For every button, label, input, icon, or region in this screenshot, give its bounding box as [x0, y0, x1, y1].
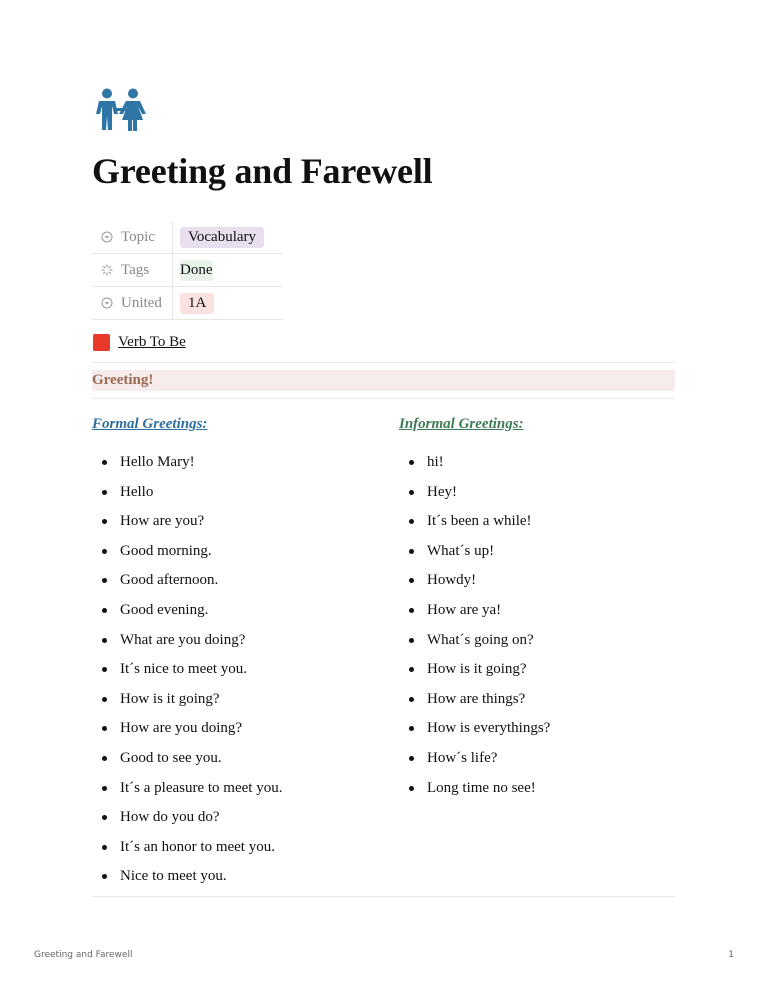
verb-to-be-link[interactable]: Verb To Be: [118, 334, 186, 350]
property-row-topic[interactable]: [92, 221, 283, 254]
list-item: How is it going?: [92, 689, 362, 719]
list-item: How is it going?: [399, 659, 669, 689]
divider: [92, 398, 675, 399]
select-icon: [101, 297, 113, 309]
property-name: Tags: [121, 261, 150, 278]
informal-greetings-column: [399, 414, 669, 807]
formal-greetings-list: [92, 452, 362, 896]
people-holding-hands-icon: [93, 88, 149, 132]
formal-greetings-heading: Formal Greetings:: [92, 416, 208, 432]
list-item: What are you doing?: [92, 630, 362, 660]
property-row-united[interactable]: [92, 287, 283, 320]
property-name: United: [121, 294, 162, 311]
list-item: Good to see you.: [92, 748, 362, 778]
topic-value-pill[interactable]: Vocabulary: [180, 227, 264, 248]
properties-table: [92, 221, 283, 320]
list-item: Hello Mary!: [92, 452, 362, 482]
greeting-callout: Greeting!: [92, 370, 675, 391]
page-link[interactable]: [93, 334, 186, 351]
red-square-icon: [93, 334, 110, 351]
list-item: Nice to meet you.: [92, 866, 362, 896]
page-title: Greeting and Farewell: [92, 151, 433, 191]
property-name: Topic: [121, 228, 155, 245]
property-row-tags[interactable]: [92, 254, 283, 287]
list-item: Good evening.: [92, 600, 362, 630]
list-item: Howdy!: [399, 570, 669, 600]
list-item: It´s an honor to meet you.: [92, 837, 362, 867]
status-icon: [101, 264, 113, 276]
list-item: What´s going on?: [399, 630, 669, 660]
informal-greetings-heading: Informal Greetings:: [399, 416, 524, 432]
list-item: hi!: [399, 452, 669, 482]
list-item: Hello: [92, 482, 362, 512]
list-item: What´s up!: [399, 541, 669, 571]
divider: [92, 896, 675, 897]
list-item: Hey!: [399, 482, 669, 512]
list-item: Good morning.: [92, 541, 362, 571]
list-item: How are you?: [92, 511, 362, 541]
list-item: It´s nice to meet you.: [92, 659, 362, 689]
list-item: How are you doing?: [92, 718, 362, 748]
list-item: It´s a pleasure to meet you.: [92, 778, 362, 808]
page-number: 1: [728, 950, 734, 960]
list-item: How do you do?: [92, 807, 362, 837]
list-item: It´s been a while!: [399, 511, 669, 541]
divider: [92, 362, 675, 363]
list-item: Long time no see!: [399, 778, 669, 808]
list-item: Good afternoon.: [92, 570, 362, 600]
informal-greetings-list: [399, 452, 669, 807]
footer-title: Greeting and Farewell: [34, 950, 133, 960]
list-item: How are things?: [399, 689, 669, 719]
formal-greetings-column: [92, 414, 362, 896]
united-value-pill[interactable]: 1A: [180, 293, 214, 314]
tags-value-pill[interactable]: Done: [180, 260, 213, 281]
list-item: How´s life?: [399, 748, 669, 778]
list-item: How are ya!: [399, 600, 669, 630]
select-icon: [101, 231, 113, 243]
list-item: How is everythings?: [399, 718, 669, 748]
